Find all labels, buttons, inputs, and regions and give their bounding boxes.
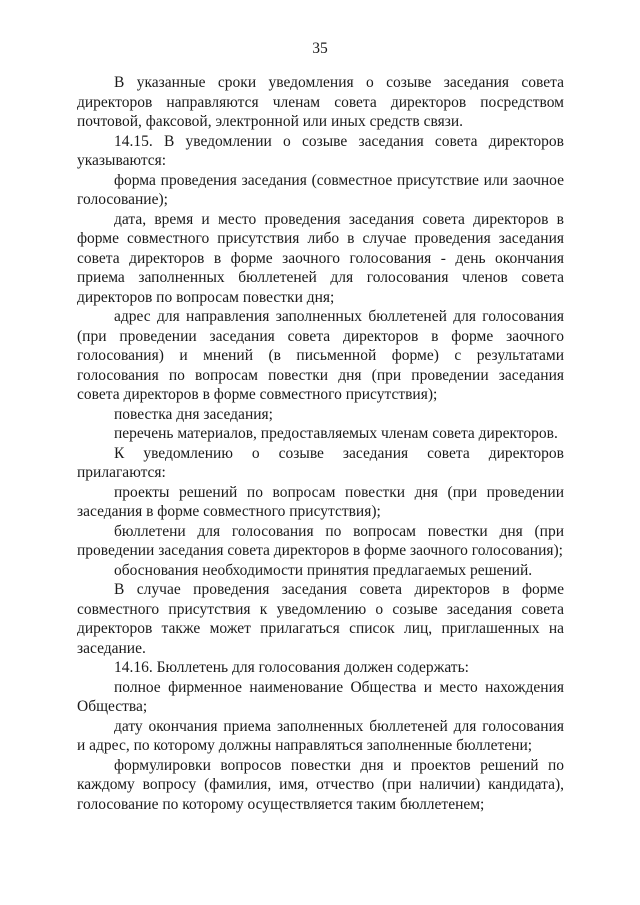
page-number: 35 <box>312 40 328 57</box>
paragraph: В указанные сроки уведомления о созыве заседания совета директоров направляются членам совета директоров посредством почтовой, факсовой, электронной или иных средств связи. <box>77 74 564 130</box>
paragraph: адрес для направления заполненных бюллетеней для голосования (при проведении заседания совета директоров в форме заочного голосования) и мнений (в письменной форме) с результатами голосования по вопросам повестки дня (при проведении заседания совета директоров в форме совместного присутствия); <box>77 308 564 403</box>
paragraph: дату окончания приема заполненных бюллетеней для голосования и адрес, по которому должны направляться заполненные бюллетени; <box>77 717 564 754</box>
paragraph: дата, время и место проведения заседания совета директоров в форме совместного присутствия либо в случае проведения заседания совета директоров в форме заочного голосования - день окончания приема заполненных бюллетеней для голосования членов совета директоров по вопросам повестки дня; <box>77 210 564 306</box>
document-body <box>77 73 564 814</box>
paragraph: 14.16. Бюллетень для голосования должен содержать: <box>114 659 469 676</box>
paragraph: 14.15. В уведомлении о созыве заседания совета директоров указываются: <box>77 132 564 169</box>
paragraph: бюллетени для голосования по вопросам повестки дня (при проведении заседания совета директоров в форме заочного голосования); <box>77 522 564 559</box>
paragraph: полное фирменное наименование Общества и место нахождения Общества; <box>77 678 564 715</box>
paragraph: проекты решений по вопросам повестки дня (при проведении заседания в форме совместного присутствия); <box>77 483 564 520</box>
paragraph: повестка дня заседания; <box>114 405 273 423</box>
paragraph: формулировки вопросов повестки дня и проектов решений по каждому вопросу (фамилия, имя, отчество (при наличии) кандидата), голосование по которому осуществляется таким бюллетенем; <box>77 756 564 813</box>
paragraph: В случае проведения заседания совета директоров в форме совместного присутствия к уведомлению о созыве заседания совета директоров также может прилагаться список лиц, приглашенных на заседание. <box>77 581 564 657</box>
paragraph: обоснования необходимости принятия предлагаемых решений. <box>114 561 533 579</box>
paragraph: перечень материалов, предоставляемых членам совета директоров. <box>114 425 558 442</box>
paragraph: форма проведения заседания (совместное присутствие или заочное голосование); <box>77 171 564 208</box>
paragraph: К уведомлению о созыве заседания совета директоров прилагаются: <box>77 444 564 481</box>
